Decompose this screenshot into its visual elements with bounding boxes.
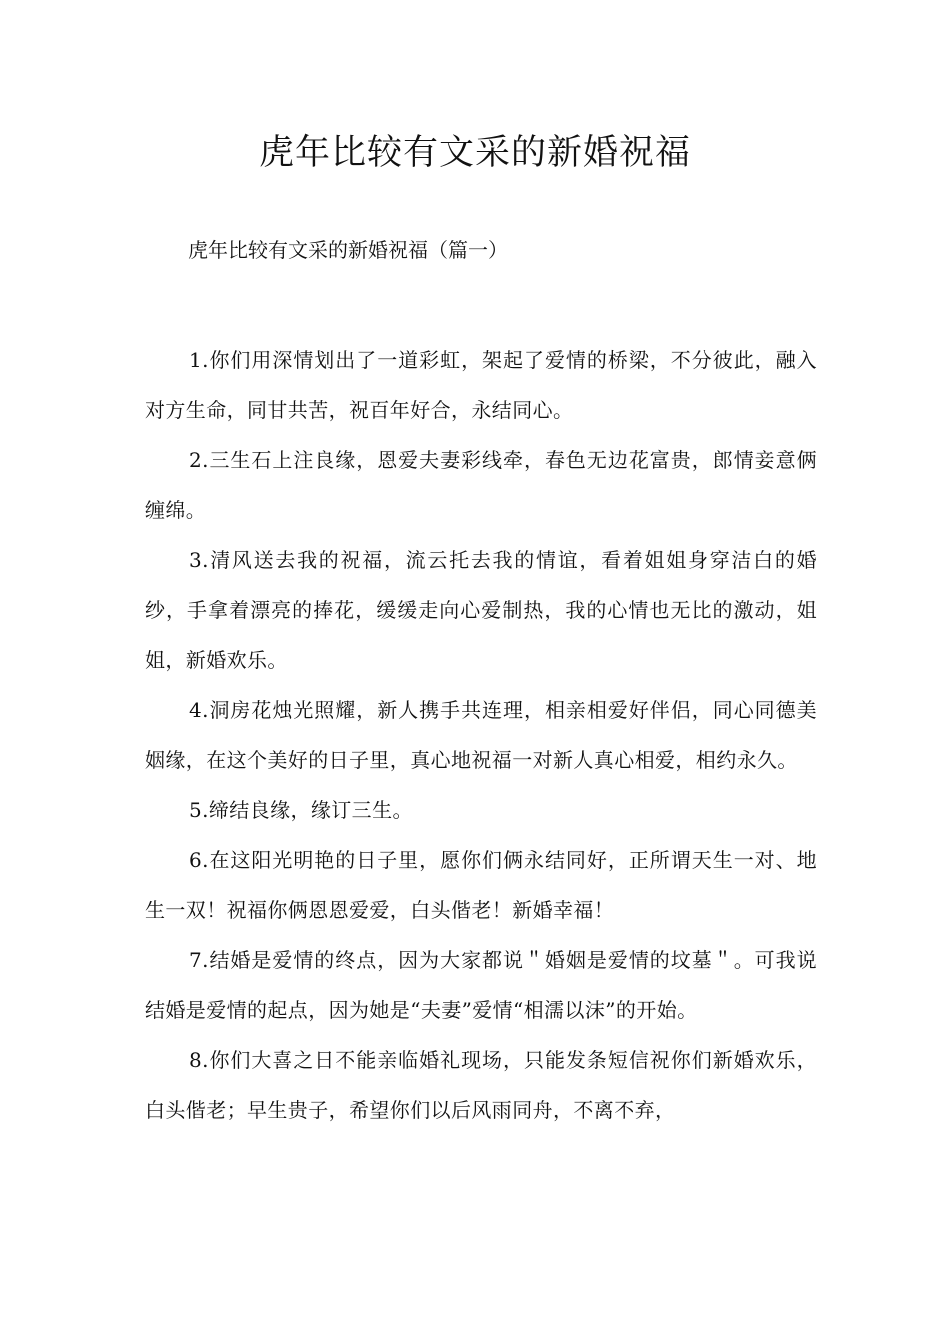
section-subtitle: 虎年比较有文采的新婚祝福（篇一）	[188, 238, 508, 262]
paragraph-3: 3.清风送去我的祝福，流云托去我的情谊，看着姐姐身穿洁白的婚纱，手拿着漂亮的捧花，缓缓走向心爱制热，我的心情也无比的激动，姐姐，新婚欢乐。	[145, 548, 817, 672]
paragraph-2: 2.三生石上注良缘，恩爱夫妻彩线牵，春色无边花富贵，郎情妾意俩缠绵。	[145, 448, 817, 522]
paragraph-6: 6.在这阳光明艳的日子里，愿你们俩永结同好，正所谓天生一对、地生一双！祝福你俩恩恩爱爱，白头偕老！新婚幸福！	[145, 848, 817, 922]
paragraph-5: 5.缔结良缘，缘订三生。	[189, 798, 413, 822]
paragraph-8: 8.你们大喜之日不能亲临婚礼现场，只能发条短信祝你们新婚欢乐，白头偕老；早生贵子，希望你们以后风雨同舟，不离不弃，	[145, 1048, 817, 1122]
document-body	[145, 335, 817, 1135]
paragraph-7: 7.结婚是爱情的终点，因为大家都说＂婚姻是爱情的坟墓＂。可我说结婚是爱情的起点，因为她是“夫妻”爱情“相濡以沫”的开始。	[145, 948, 817, 1022]
page-title: 虎年比较有文采的新婚祝福	[258, 133, 691, 173]
paragraph-4: 4.洞房花烛光照耀，新人携手共连理，相亲相爱好伴侣，同心同德美姻缘，在这个美好的日子里，真心地祝福一对新人真心相爱，相约永久。	[145, 698, 817, 772]
paragraph-1: 1.你们用深情划出了一道彩虹，架起了爱情的桥梁，不分彼此，融入对方生命，同甘共苦，祝百年好合，永结同心。	[145, 348, 817, 422]
